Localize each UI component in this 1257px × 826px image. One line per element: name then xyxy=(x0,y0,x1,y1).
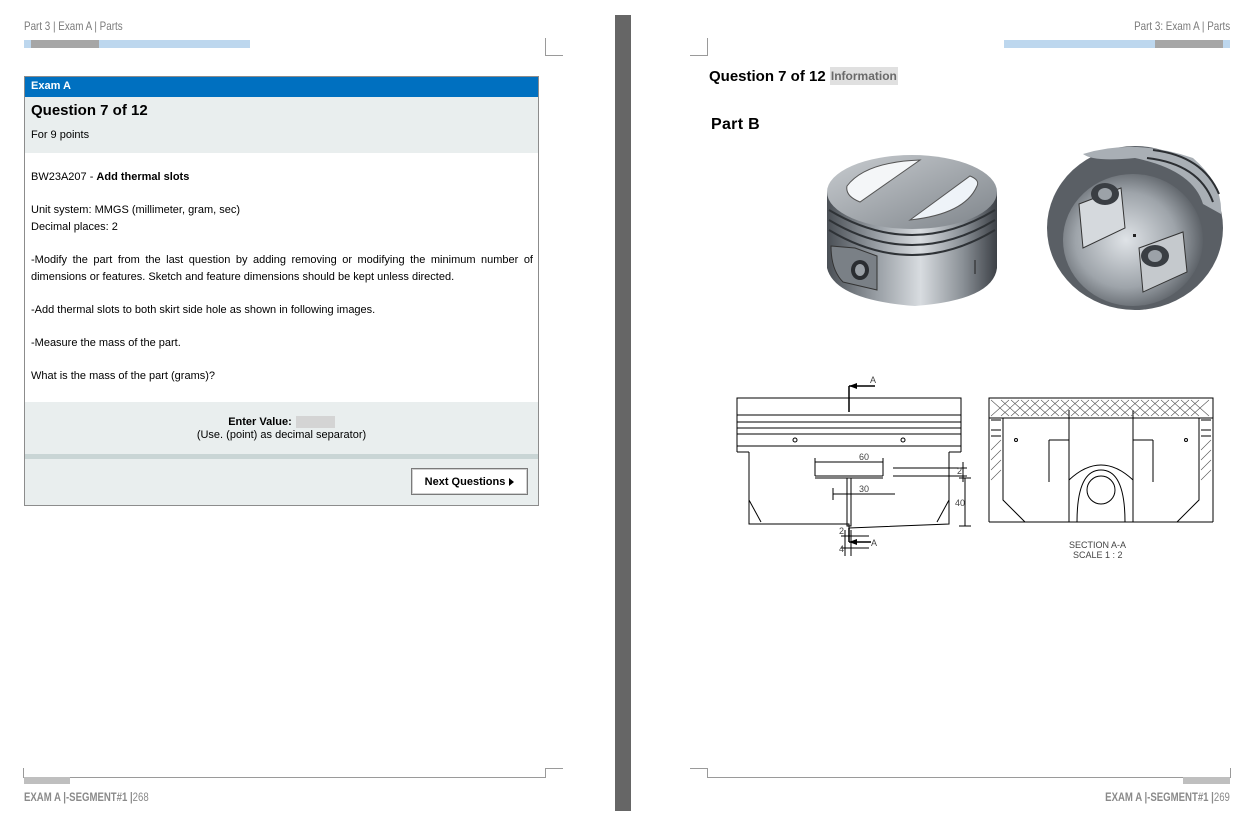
instruction-text: -Modify the part from the last question by adding removing or modifying the minimum number of dimensions or features. Sketch and feature dimensions should be kept unless directed. xyxy=(31,254,533,283)
footer-rule xyxy=(708,777,1230,778)
header-deco-bar xyxy=(24,40,31,48)
piston-bottom-isometric-image xyxy=(1043,144,1225,320)
question-title: Question 7 of 12 xyxy=(709,68,826,85)
dimension-30: 30 xyxy=(859,484,870,494)
section-arrow-label-bottom: A xyxy=(871,538,878,548)
piston-engineering-drawing xyxy=(729,370,1229,570)
dimension-4: 4 xyxy=(839,544,845,554)
page-number: 268 xyxy=(132,790,149,804)
question-body xyxy=(25,169,538,385)
instruction-text: -Add thermal slots to both skirt side hole as shown in following images. xyxy=(31,304,376,316)
next-questions-label: Next Questions xyxy=(424,475,506,488)
problem-code: BW23A207 - xyxy=(31,171,97,183)
part-label: Part B xyxy=(711,116,760,133)
navigation-area xyxy=(25,459,538,505)
footer-label: EXAM A |-SEGMENT#1 | xyxy=(24,790,133,804)
decimal-places: Decimal places: 2 xyxy=(31,221,118,233)
enter-value-label: Enter Value: xyxy=(228,416,292,428)
footer-left xyxy=(24,790,149,804)
header-deco-bar xyxy=(1155,40,1223,48)
dimension-2-bottom: 2 xyxy=(839,526,845,536)
footer-right xyxy=(1105,790,1230,804)
running-head-left: Part 3 | Exam A | Parts xyxy=(24,19,123,33)
header-deco-bar xyxy=(99,40,250,48)
dimension-40: 40 xyxy=(955,498,966,508)
unit-system: Unit system: MMGS (millimeter, gram, sec) xyxy=(31,204,241,216)
decimal-separator-note: (Use. (point) as decimal separator) xyxy=(196,429,367,441)
footer-deco-bar xyxy=(1183,777,1230,784)
running-head-right: Part 3: Exam A | Parts xyxy=(1133,19,1230,33)
problem-name: Add thermal slots xyxy=(96,171,190,183)
crop-mark xyxy=(545,38,563,56)
header-deco-bar xyxy=(1004,40,1155,48)
instruction-text: -Measure the mass of the part. xyxy=(31,337,181,349)
question-header xyxy=(25,97,538,153)
exam-question-panel xyxy=(24,76,539,506)
footer-deco-bar xyxy=(24,777,70,784)
footer-rule xyxy=(24,777,545,778)
crop-mark xyxy=(690,768,708,778)
answer-line xyxy=(228,416,335,428)
right-question-title xyxy=(709,67,898,85)
section-scale: SCALE 1 : 2 xyxy=(1073,550,1123,560)
book-spine xyxy=(615,15,631,811)
play-arrow-icon xyxy=(509,478,514,486)
question-prompt: What is the mass of the part (grams)? xyxy=(31,370,216,382)
answer-area xyxy=(25,402,538,454)
units-block xyxy=(31,202,533,236)
section-arrow-label-top: A xyxy=(870,375,877,385)
exam-banner: Exam A xyxy=(25,77,538,97)
left-page xyxy=(0,0,615,826)
crop-mark xyxy=(16,768,24,778)
problem-heading xyxy=(31,169,533,186)
information-badge: Information xyxy=(830,69,897,83)
dimension-60: 60 xyxy=(859,452,870,462)
footer-label: EXAM A |-SEGMENT#1 | xyxy=(1105,790,1214,804)
crop-mark xyxy=(545,768,563,778)
answer-input[interactable] xyxy=(296,416,335,428)
right-page xyxy=(631,0,1257,826)
crop-mark xyxy=(1230,768,1238,778)
dimension-2-right: 2 xyxy=(957,466,963,476)
piston-top-isometric-image xyxy=(825,150,1010,308)
section-title: SECTION A-A xyxy=(1069,540,1127,550)
next-questions-button[interactable] xyxy=(411,468,528,495)
header-deco-bar xyxy=(1223,40,1230,48)
header-deco-bar xyxy=(31,40,99,48)
page-number: 269 xyxy=(1213,790,1230,804)
crop-mark xyxy=(690,38,708,56)
question-points: For 9 points xyxy=(31,129,90,141)
question-title: Question 7 of 12 xyxy=(31,102,148,119)
